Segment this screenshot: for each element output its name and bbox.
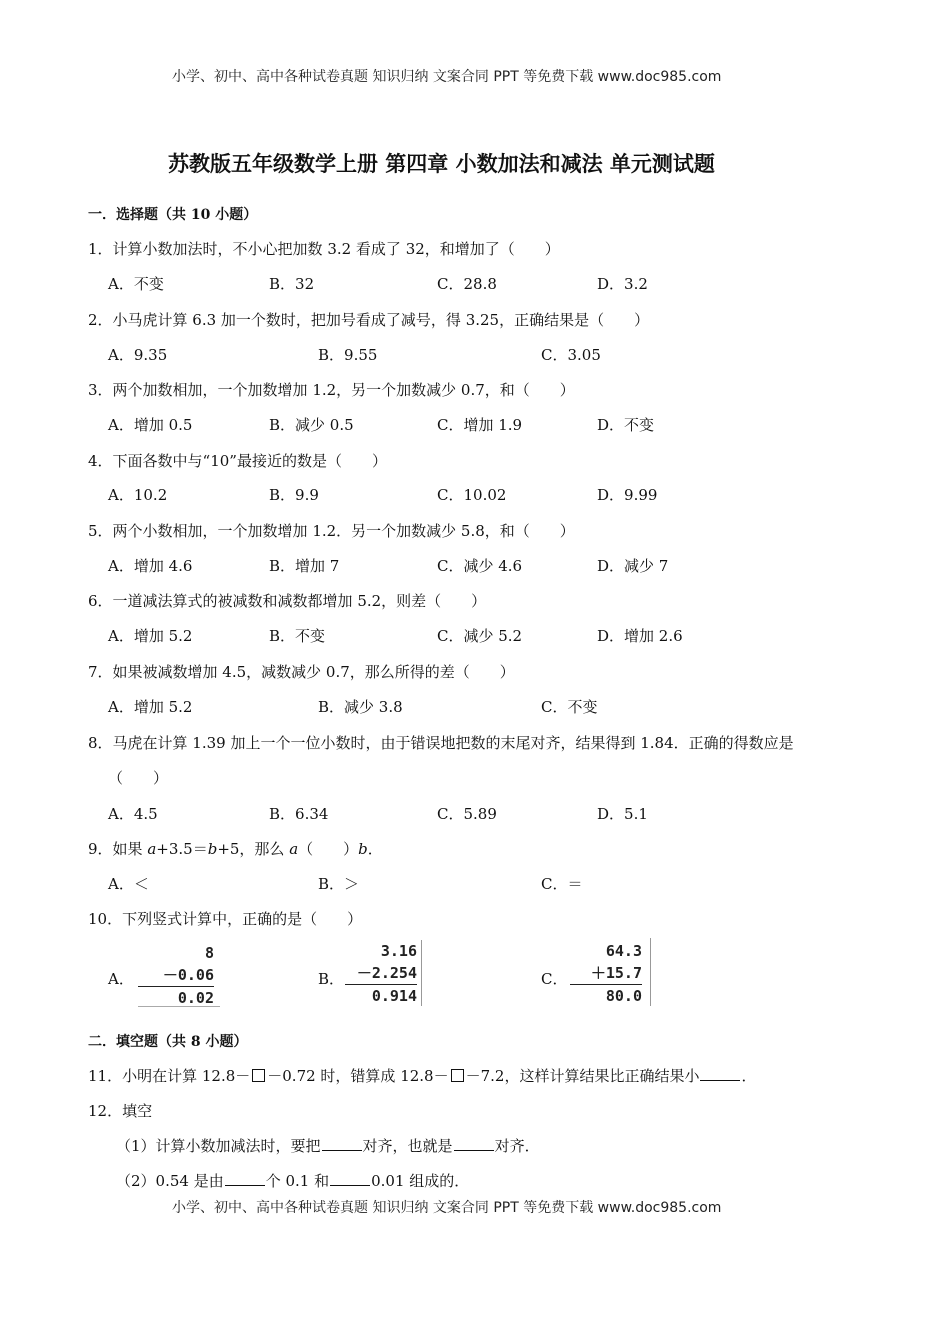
calc-a-result: 0.02	[177, 989, 214, 1007]
answer-blank[interactable]	[454, 1136, 494, 1151]
q7-option-b[interactable]: B．减少 3.8	[318, 698, 403, 716]
q10-option-a[interactable]: A．	[108, 970, 134, 988]
question-11	[88, 1065, 756, 1086]
q8-option-a[interactable]: A．4.5	[108, 805, 158, 823]
q9-var-b2: b	[358, 840, 368, 858]
q7-option-a[interactable]: A．增加 5.2	[108, 698, 193, 716]
answer-blank[interactable]	[330, 1171, 370, 1186]
q9-text-mid3: （ ）	[298, 840, 359, 858]
q10-calc-b	[345, 940, 417, 1007]
section-choice-heading: 一．选择题（共 10 小题）	[88, 207, 258, 223]
answer-blank[interactable]	[700, 1066, 740, 1081]
question-3: 3．两个加数相加，一个加数增加 1.2，另一个加数减少 0.7，和（ ）	[88, 381, 575, 399]
question-9	[88, 838, 383, 859]
footer-banner: 小学、初中、高中各种试卷真题 知识归纳 文案合同 PPT 等免费下载 www.doc985.com	[172, 1200, 722, 1216]
q11-text-pre: 11．小明在计算 12.8－	[88, 1067, 251, 1085]
question-2: 2．小马虎计算 6.3 加一个数时，把加号看成了减号，得 3.25，正确结果是（ ）	[88, 311, 650, 329]
q6-option-a[interactable]: A．增加 5.2	[108, 627, 193, 645]
q2-option-c[interactable]: C．3.05	[541, 346, 601, 364]
answer-blank[interactable]	[225, 1171, 265, 1186]
q9-text-pre: 9．如果	[88, 840, 148, 858]
q6-option-b[interactable]: B．不变	[269, 627, 326, 645]
calc-c-top: 64.3	[605, 942, 642, 960]
q1-option-c[interactable]: C．28.8	[437, 275, 497, 293]
q3-option-a[interactable]: A．增加 0.5	[108, 416, 193, 434]
calc-b-frame-line	[421, 940, 422, 1006]
q9-text-mid2: +5，那么	[217, 840, 290, 858]
q9-option-b[interactable]: B．＞	[318, 875, 360, 893]
q9-var-b: b	[207, 840, 218, 858]
calc-a-top: 8	[204, 944, 214, 962]
question-12-1	[116, 1135, 540, 1156]
q1-option-b[interactable]: B．32	[269, 275, 315, 293]
question-12: 12．填空	[88, 1102, 153, 1120]
q1-option-d[interactable]: D．3.2	[597, 275, 648, 293]
q10-calc-c	[570, 940, 642, 1007]
q5-option-c[interactable]: C．减少 4.6	[437, 557, 523, 575]
q4-option-b[interactable]: B．9.9	[269, 486, 319, 504]
calc-c-frame-line	[650, 938, 651, 1006]
q9-option-a[interactable]: A．＜	[108, 875, 149, 893]
q12-2-text-a: （2）0.54 是由	[116, 1172, 224, 1190]
q3-option-b[interactable]: B．减少 0.5	[269, 416, 354, 434]
question-1: 1．计算小数加法时，不小心把加数 3.2 看成了 32，和增加了（ ）	[88, 240, 560, 258]
q8-option-c[interactable]: C．5.89	[437, 805, 497, 823]
question-5: 5．两个小数相加，一个加数增加 1.2．另一个加数减少 5.8，和（ ）	[88, 522, 575, 540]
q5-option-a[interactable]: A．增加 4.6	[108, 557, 193, 575]
q9-var-a: a	[147, 840, 157, 858]
q9-text-end: ．	[367, 840, 383, 858]
calc-c-result: 80.0	[605, 987, 642, 1005]
q12-2-text-c: 0.01 组成的．	[371, 1172, 470, 1190]
q8-option-d[interactable]: D．5.1	[597, 805, 648, 823]
q6-option-c[interactable]: C．减少 5.2	[437, 627, 523, 645]
q11-text-end: －7.2，这样计算结果比正确结果小	[465, 1067, 700, 1085]
square-box-icon	[451, 1069, 464, 1082]
q11-tail: ．	[741, 1067, 757, 1085]
q10-option-c[interactable]: C．	[541, 970, 568, 988]
question-12-2	[116, 1170, 469, 1191]
calc-c-operand: ＋15.7	[570, 962, 642, 985]
q12-1-text-a: （1）计算小数加减法时，要把	[116, 1137, 321, 1155]
question-7: 7．如果被减数增加 4.5，减数减少 0.7，那么所得的差（ ）	[88, 663, 515, 681]
q7-option-c[interactable]: C．不变	[541, 698, 598, 716]
calc-a-frame-line	[138, 1006, 220, 1007]
question-8-cont: （ ）	[108, 769, 169, 787]
q4-option-a[interactable]: A．10.2	[108, 486, 168, 504]
answer-blank[interactable]	[322, 1136, 362, 1151]
q1-option-a[interactable]: A．不变	[108, 275, 164, 293]
square-box-icon	[252, 1069, 265, 1082]
q3-option-c[interactable]: C．增加 1.9	[437, 416, 523, 434]
q12-2-text-b: 个 0.1 和	[265, 1172, 330, 1190]
calc-b-operand: －2.254	[345, 962, 417, 985]
q5-option-b[interactable]: B．增加 7	[269, 557, 340, 575]
q10-calc-a	[138, 942, 214, 1009]
q11-text-mid: －0.72 时，错算成 12.8－	[267, 1067, 449, 1085]
calc-a-operand: －0.06	[138, 964, 214, 987]
q9-option-c[interactable]: C．＝	[541, 875, 583, 893]
question-4: 4．下面各数中与“10”最接近的数是（ ）	[88, 452, 387, 470]
q10-option-b[interactable]: B．	[318, 970, 345, 988]
header-banner: 小学、初中、高中各种试卷真题 知识归纳 文案合同 PPT 等免费下载 www.doc985.com	[172, 69, 722, 85]
section-fill-heading: 二．填空题（共 8 小题）	[88, 1034, 248, 1050]
question-8: 8．马虎在计算 1.39 加上一个一位小数时，由于错误地把数的末尾对齐，结果得到 1.84．正确的得数应是	[88, 734, 794, 752]
q9-var-a2: a	[289, 840, 299, 858]
q2-option-a[interactable]: A．9.35	[108, 346, 168, 364]
q3-option-d[interactable]: D．不变	[597, 416, 655, 434]
page-title: 苏教版五年级数学上册 第四章 小数加法和减法 单元测试题	[168, 151, 715, 176]
q6-option-d[interactable]: D．增加 2.6	[597, 627, 683, 645]
q9-text-mid1: +3.5＝	[156, 840, 208, 858]
q5-option-d[interactable]: D．减少 7	[597, 557, 669, 575]
q2-option-b[interactable]: B．9.55	[318, 346, 378, 364]
question-6: 6．一道减法算式的被减数和减数都增加 5.2，则差（ ）	[88, 592, 487, 610]
question-10: 10．下列竖式计算中，正确的是（ ）	[88, 910, 363, 928]
calc-b-top: 3.16	[380, 942, 417, 960]
q8-option-b[interactable]: B．6.34	[269, 805, 329, 823]
q12-1-text-b: 对齐，也就是	[362, 1137, 453, 1155]
q12-1-text-c: 对齐．	[494, 1137, 540, 1155]
calc-b-result: 0.914	[371, 987, 417, 1005]
q4-option-d[interactable]: D．9.99	[597, 486, 658, 504]
q4-option-c[interactable]: C．10.02	[437, 486, 507, 504]
